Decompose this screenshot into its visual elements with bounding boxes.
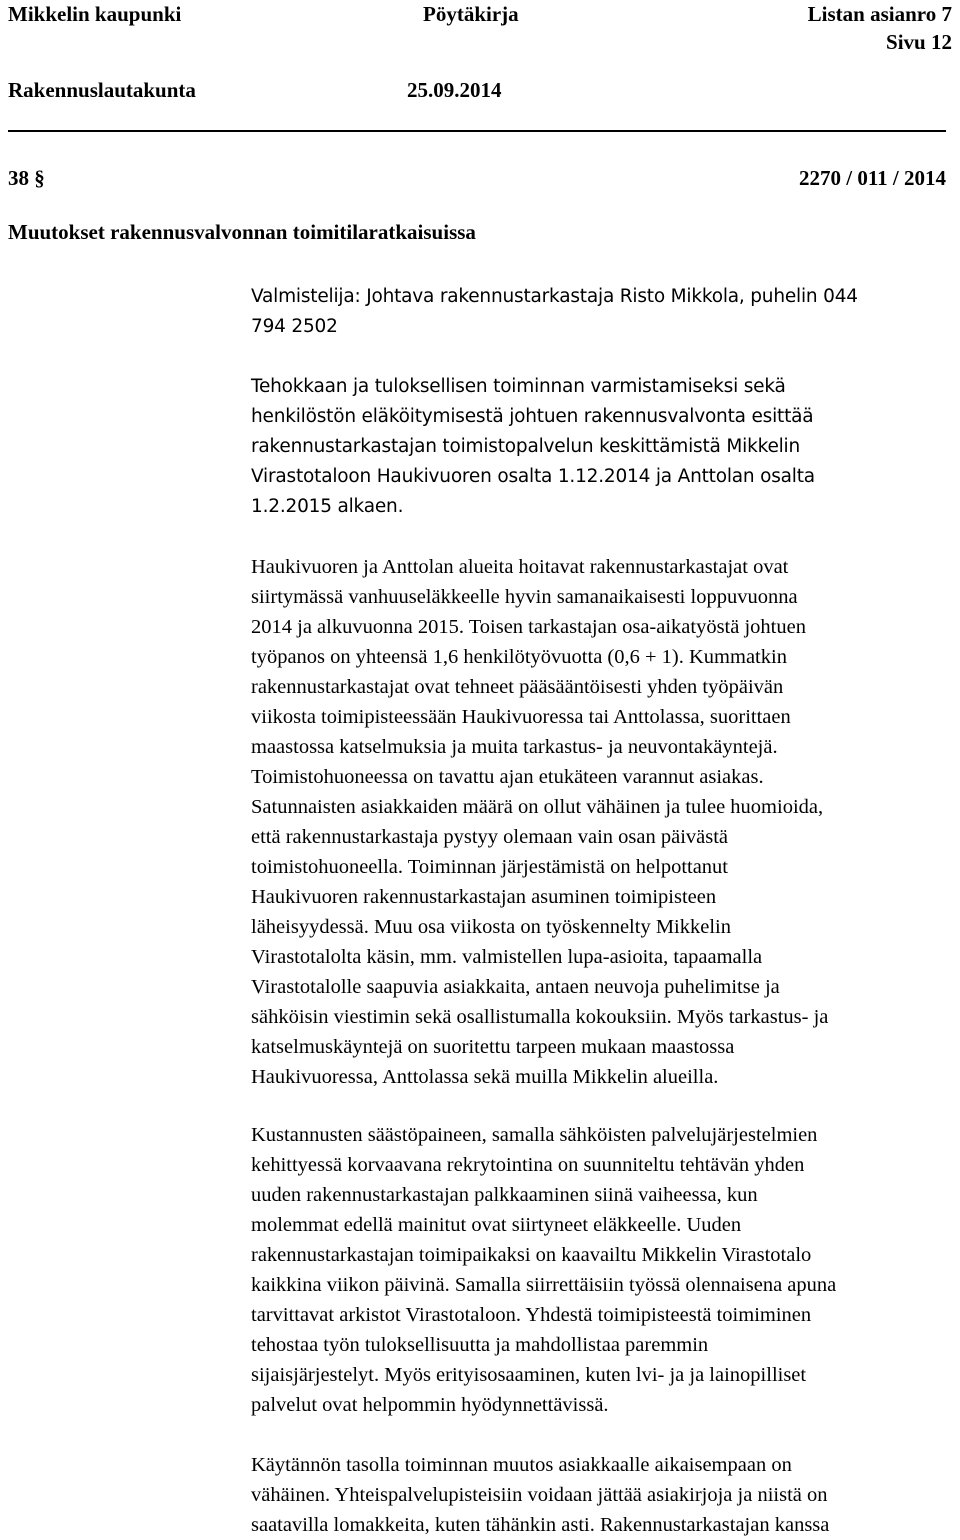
paragraph-icon: § (34, 166, 45, 190)
case-code: 2270 / 011 / 2014 (798, 166, 946, 190)
text-line: toimistohuoneella. Toiminnan järjestämistä on helpottanut (251, 856, 729, 878)
text-line: Haukivuoren rakennustarkastajan asuminen toimipisteen (251, 886, 717, 908)
section-heading-row (8, 166, 946, 192)
paragraph-2 (251, 552, 960, 1092)
city-name: Mikkelin kaupunki (8, 2, 182, 26)
section-number-group (8, 166, 45, 191)
text-line: maastossa katselmuksia ja muita tarkastus- ja neuvontakäyntejä. (251, 736, 778, 758)
committee-name: Rakennuslautakunta (8, 78, 196, 102)
text-line: molemmat edellä mainitut ovat siirtyneet eläkkeelle. Uuden (251, 1214, 742, 1236)
text-line: uuden rakennustarkastajan palkkaaminen siinä vaiheessa, kun (251, 1184, 758, 1206)
page-number: Sivu 12 (886, 30, 952, 54)
paragraph-4 (251, 1450, 960, 1540)
text-line: että rakennustarkastaja pystyy olemaan vain osan päivästä (251, 826, 729, 848)
text-line: tarvittavat arkistot Virastotaloon. Yhdestä toimipisteestä toimiminen (251, 1304, 812, 1326)
text-line: katselmuskäyntejä on suoritettu tarpeen mukaan maastossa (251, 1036, 735, 1058)
text-line: Kustannusten säästöpaineen, samalla sähköisten palvelujärjestelmien (251, 1124, 818, 1146)
text-line: kaikkina viikon päivinä. Samalla siirrettäisiin työssä olennaisena apuna (251, 1274, 837, 1296)
text-line: läheisyydessä. Muu osa viikosta on työskennelty Mikkelin (251, 916, 731, 938)
section-number: 38 (8, 166, 29, 190)
text-line: rakennustarkastajan toimipaikaksi on kaavailtu Mikkelin Virastotalo (251, 1244, 812, 1266)
text-line: Virastotalolle saapuvia asiakkaita, antaen neuvoja puhelimitse ja (251, 976, 780, 998)
text-line: Käytännön tasolla toiminnan muutos asiakkaalle aikaisempaan on (251, 1454, 792, 1476)
text-line: sähköisin viestimin sekä osallistumalla kokouksiin. Myös tarkastus- ja (251, 1006, 829, 1028)
text-line: sijaisjärjestelyt. Myös erityisosaaminen, kuten lvi- ja ja lainopilliset (251, 1364, 807, 1386)
header-divider (8, 130, 946, 132)
text-line: 1.2.2015 alkaen. (251, 496, 404, 517)
text-line: työpanos on yhteensä 1,6 henkilötyövuotta (0,6 + 1). Kummatkin (251, 646, 787, 668)
text-line: palvelut ovat helpommin hyödynnettävissä. (251, 1394, 609, 1416)
meeting-date: 25.09.2014 (407, 78, 502, 102)
paragraph-1 (251, 372, 960, 522)
text-line: Haukivuoressa, Anttolassa sekä muilla Mikkelin alueilla. (251, 1066, 719, 1088)
text-line: saatavilla lomakkeita, kuten tähänkin asti. Rakennustarkastajan kanssa (251, 1514, 830, 1536)
text-line: Virastotalolta käsin, mm. valmistellen lupa-asioita, tapaamalla (251, 946, 763, 968)
text-line: Tehokkaan ja tuloksellisen toiminnan varmistamiseksi sekä (251, 376, 786, 397)
text-line: Virastotaloon Haukivuoren osalta 1.12.2014 ja Anttolan osalta (251, 466, 815, 487)
text-line: 2014 ja alkuvuonna 2015. Toisen tarkastajan osa-aikatyöstä johtuen (251, 616, 806, 638)
text-line: viikosta toimipisteessään Haukivuoressa tai Anttolassa, suorittaen (251, 706, 791, 728)
text-line: Satunnaisten asiakkaiden määrä on ollut vähäinen ja tulee huomioida, (251, 796, 824, 818)
text-line: Toimistohuoneessa on tavattu ajan etukäteen varannut asiakas. (251, 766, 764, 788)
text-line: tehostaa työn tuloksellisuutta ja mahdollistaa paremmin (251, 1334, 709, 1356)
text-line: Haukivuoren ja Anttolan alueita hoitavat rakennustarkastajat ovat (251, 556, 789, 578)
preparer-info (251, 282, 951, 342)
text-line: rakennustarkastajat ovat tehneet pääsääntöisesti yhden työpäivän (251, 676, 784, 698)
text-line: siirtymässä vanhuuseläkkeelle hyvin samanaikaisesti loppuvuonna (251, 586, 798, 608)
agenda-item-number: Listan asianro 7 (807, 2, 952, 26)
text-line: vähäinen. Yhteispalvelupisteisiin voidaan jättää asiakirjoja ja niistä on (251, 1484, 828, 1506)
paragraph-3 (251, 1120, 960, 1420)
preparer-line: Valmistelija: Johtava rakennustarkastaja Risto Mikkola, puhelin 044 (251, 286, 858, 307)
text-line: henkilöstön eläköitymisestä johtuen rakennusvalvonta esittää (251, 406, 814, 427)
section-title: Muutokset rakennusvalvonnan toimitilaratkaisuissa (8, 220, 476, 244)
document-type: Pöytäkirja (423, 2, 519, 26)
text-line: rakennustarkastajan toimistopalvelun keskittämistä Mikkelin (251, 436, 801, 457)
text-line: kehittyessä korvaavana rekrytointina on suunniteltu tehtävän yhden (251, 1154, 805, 1176)
preparer-line: 794 2502 (251, 316, 338, 337)
